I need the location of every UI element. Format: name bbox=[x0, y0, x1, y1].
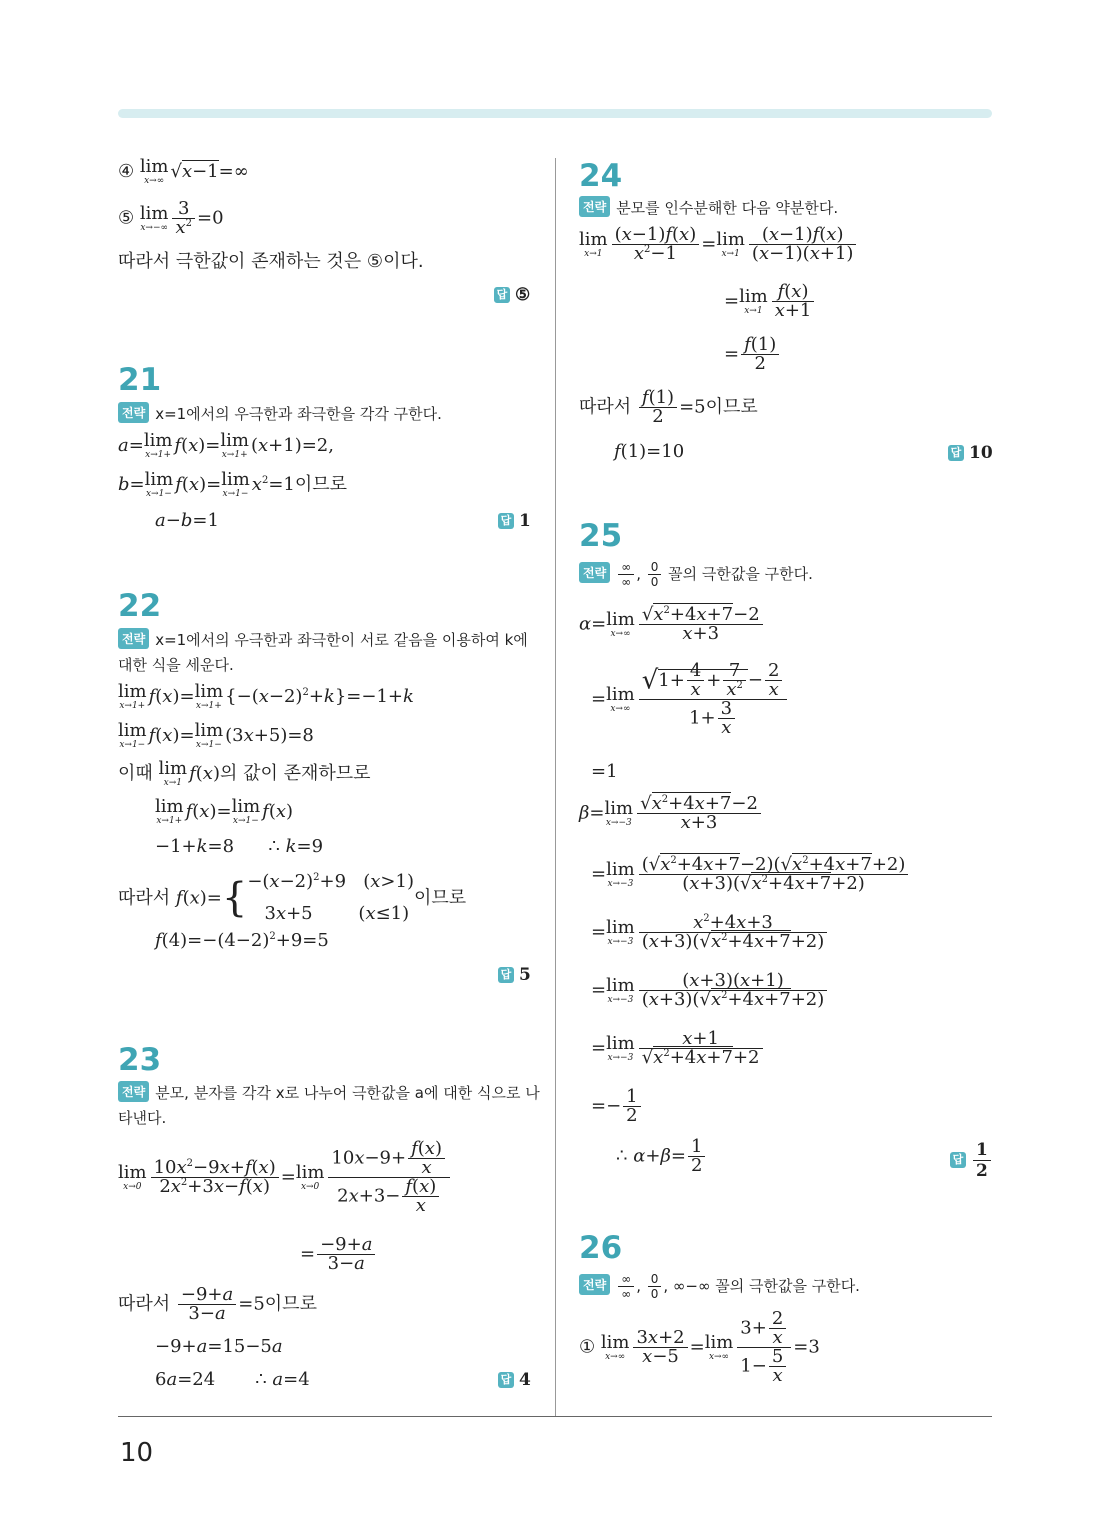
problem-25-number: 25 bbox=[579, 518, 623, 554]
p22-line1: lim x→1+ f(x)= lim x→1+ $\{-(x-2)^2+k\}=-1+k$ bbox=[118, 681, 414, 711]
column-divider bbox=[555, 158, 556, 1416]
p22-answer: 답 5 bbox=[498, 965, 531, 985]
p20-item4: ④ lim x→∞ √x−1=∞ bbox=[118, 156, 249, 186]
bottom-rule bbox=[118, 1416, 992, 1417]
p22-line5: −1+k=8 ∴ k=9 bbox=[155, 836, 324, 857]
p25-line10: ∴ α+β= $\frac{1}{2}$ bbox=[616, 1138, 707, 1175]
p23-line1: lim x→0 $\frac{10x^2-9x+f(x)}{2x^2+3x-f(x)}$ = lim x→0 10x−9+ $\frac{f(x)}{x}$ 2x+3− $\frac{f(x)}{x}$ bbox=[118, 1140, 452, 1215]
p22-line2: lim x→1− f(x)= lim x→1− (3x+5)=8 bbox=[118, 720, 314, 750]
p25-line2: = lim x→∞ √1+ $\frac{4}{x}$ + $\frac{7}{x^2}$ − $\frac{2}{x}$ 1+ $\frac{3}{x}$ bbox=[591, 662, 789, 737]
problem-23-number: 23 bbox=[118, 1042, 162, 1078]
problem-22-strategy-cont: 대한 식을 세운다. bbox=[118, 656, 234, 674]
p24-line5: f(1)=10 bbox=[614, 441, 685, 462]
problem-23-strategy: 전략 분모, 분자를 각각 x로 나누어 극한값을 a에 대한 식으로 나 bbox=[118, 1081, 540, 1103]
strategy-tag: 전략 bbox=[118, 402, 149, 423]
p21-line2: b= lim x→1− f(x)= lim x→1− $x^2=1$이므로 bbox=[118, 469, 348, 499]
p25-line1: α= lim x→∞ $\frac{√x^2+4x+7-2}{x+3}$ bbox=[579, 606, 765, 643]
p25-answer: 답 $\frac{1}{2}$ bbox=[950, 1140, 993, 1181]
p21-line3: a−b=1 bbox=[155, 510, 219, 531]
problem-21-strategy: 전략 x=1에서의 우극한과 좌극한을 각각 구한다. bbox=[118, 402, 442, 424]
problem-21-number: 21 bbox=[118, 362, 162, 398]
p25-line4: β= lim x→−3 $\frac{√x^2+4x+7-2}{x+3}$ bbox=[579, 795, 763, 832]
p25-line3: =1 bbox=[591, 761, 618, 782]
problem-22-number: 22 bbox=[118, 588, 162, 624]
problem-26-strategy: 전략 ∞ ∞ , $\frac{0}{0}$ , ∞−∞ 꼴의 극한값을 구한다. bbox=[579, 1272, 860, 1301]
p22-line3: 이때 lim x→1 f(x)의 값이 존재하므로 bbox=[118, 758, 371, 788]
p23-line2: = $\frac{-9+a}{3-a}$ bbox=[300, 1236, 377, 1273]
p25-line7: = lim x→−3 $\frac{(x+3)(x+1)}{(x+3)(√x^2+4x+7+2)}$ bbox=[591, 972, 829, 1009]
problem-23-strategy-cont: 타낸다. bbox=[118, 1109, 167, 1127]
problem-25-strategy: 전략 ∞ ∞ , $\frac{0}{0}$ 꼴의 극한값을 구한다. bbox=[579, 560, 813, 589]
p22-line7: $f(4)=-(4-2)^2+9=5$ bbox=[155, 930, 329, 951]
p26-line1: ① lim x→∞ $\frac{3x+2}{x-5}$ = lim x→∞ 3+ $\frac{2}{x}$ 1− $\frac{5}{x}$ =3 bbox=[579, 1308, 820, 1386]
problem-22-strategy: 전략 x=1에서의 우극한과 좌극한이 서로 같음을 이용하여 k에 bbox=[118, 628, 528, 650]
problem-24-number: 24 bbox=[579, 158, 623, 194]
p20-conclusion: 따라서 극한값이 존재하는 것은 ⑤이다. bbox=[118, 251, 424, 272]
p20-answer: 답 ⑤ bbox=[494, 285, 530, 305]
p20-item5: ⑤ lim x→−∞ $\frac{3}{x^2}$ =0 bbox=[118, 198, 224, 238]
p21-answer: 답 1 bbox=[498, 511, 531, 531]
p23-line4: −9+a=15−5a bbox=[155, 1336, 283, 1357]
p21-line1: a= lim x→1+ f(x)= lim x→1+ (x+1)=2, bbox=[118, 430, 334, 460]
p25-line8: = lim x→−3 $\frac{x+1}{√x^2+4x+7+2}$ bbox=[591, 1030, 765, 1067]
page-number: 10 bbox=[120, 1438, 154, 1468]
p23-answer: 답 4 bbox=[498, 1370, 531, 1390]
p25-line6: = lim x→−3 $\frac{x^2+4x+3}{(x+3)(√x^2+4x+7+2)}$ bbox=[591, 914, 829, 951]
p23-line5: 6a=24 ∴ a=4 bbox=[155, 1369, 310, 1390]
p23-line3: 따라서 $\frac{-9+a}{3-a}$ =5이므로 bbox=[118, 1284, 317, 1324]
top-decorative-bar bbox=[118, 109, 992, 118]
answer-badge: 답 bbox=[494, 287, 510, 303]
p25-line5: = lim x→−3 $\frac{(√x^2+4x+7-2)(√x^2+4x+7+2)}{(x+3)(√x^2+4x+7+2)}$ bbox=[591, 856, 910, 893]
p24-line4: 따라서 $\frac{f(1)}{2}$ =5이므로 bbox=[579, 387, 758, 427]
p22-line6: 따라서 $f(x)=\{-(x-2)^2+9$ (x>1) 3x+5 (x≤1)이므로 bbox=[118, 871, 467, 925]
problem-24-strategy: 전략 분모를 인수분해한 다음 약분한다. bbox=[579, 196, 838, 218]
p24-line3: = $\frac{f(1)}{2}$ bbox=[724, 336, 781, 373]
problem-26-number: 26 bbox=[579, 1230, 623, 1266]
p24-line1: lim x→1 $\frac{(x-1)f(x)}{x^2-1}$ = lim x→1 $\frac{(x-1)f(x)}{(x-1)(x+1)}$ bbox=[579, 226, 858, 263]
p24-answer: 답 10 bbox=[948, 443, 993, 463]
p24-line2: = lim x→1 $\frac{f(x)}{x+1}$ bbox=[724, 283, 816, 320]
p22-line4: lim x→1+ f(x)= lim x→1− f(x) bbox=[155, 796, 294, 826]
p25-line9: =− $\frac{1}{2}$ bbox=[591, 1088, 643, 1125]
